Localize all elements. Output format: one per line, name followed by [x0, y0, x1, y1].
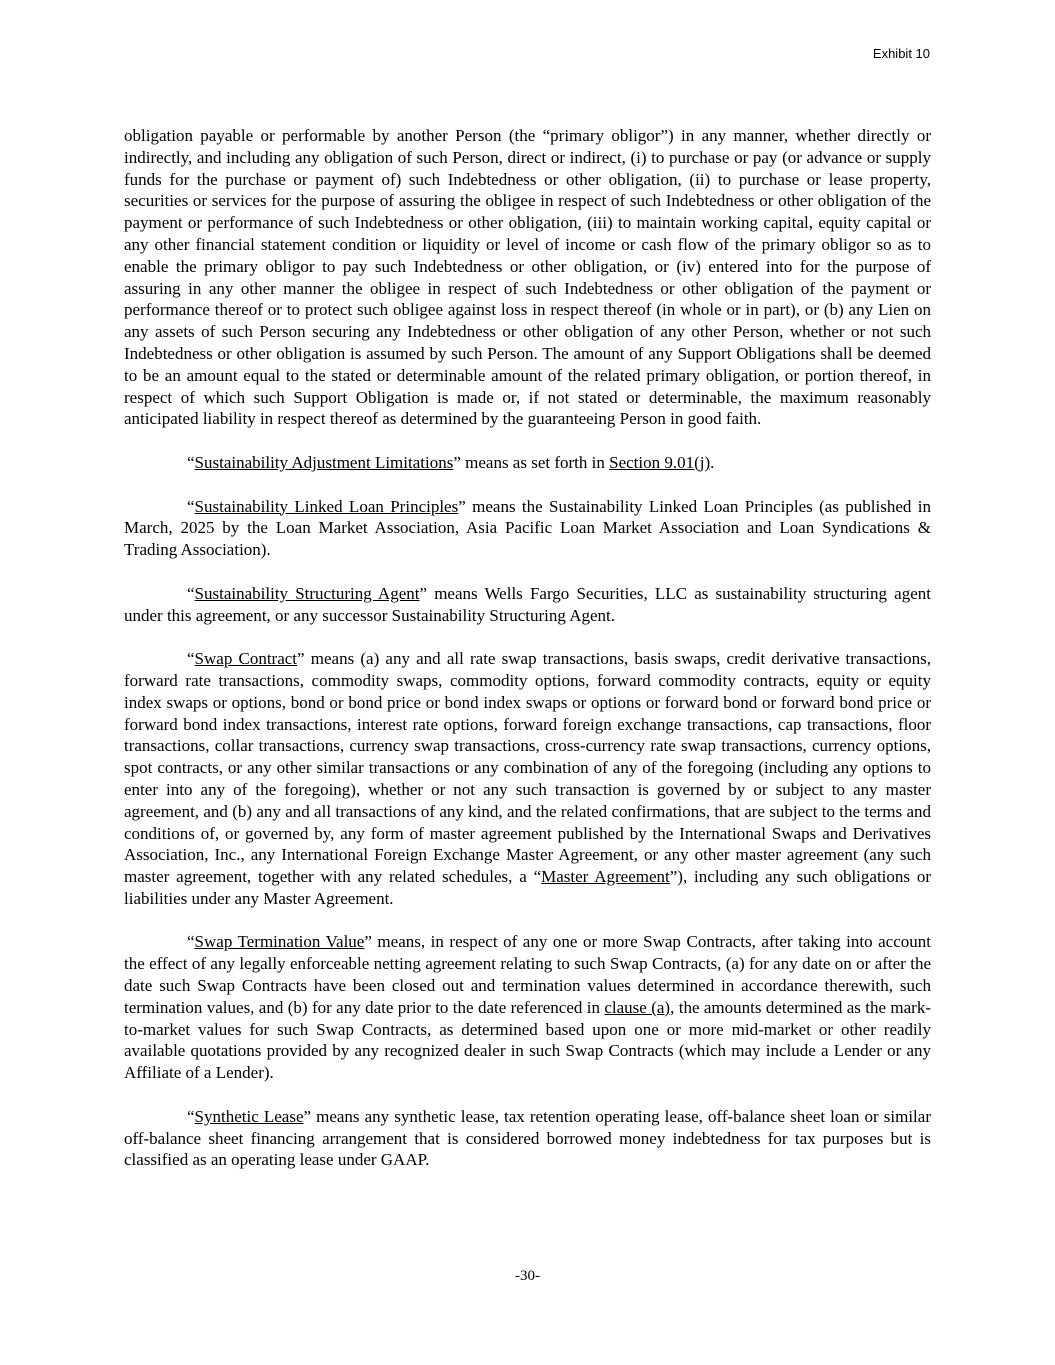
document-body [124, 125, 931, 1193]
definition-sustainability-adjustment-limitations: “Sustainability Adjustment Limitations” means as set forth in Section 9.01(j). [187, 452, 715, 472]
exhibit-label: Exhibit 10 [872, 46, 930, 61]
page-number: -30- [515, 1268, 540, 1284]
clause-reference-link[interactable]: clause (a) [604, 997, 671, 1017]
definition-synthetic-lease: “Synthetic Lease” means any synthetic lease, tax retention operating lease, off-balance sheet loan or similar off-balance sheet financing arrangement that is considered borrowed money indebtedness for tax purposes but is classified as an operating lease under GAAP. [124, 1106, 931, 1170]
support-obligation-continuation: obligation payable or performable by another Person (the “primary obligor”) in any manner, whether directly or indirectly, and including any obligation of such Person, direct or indirect, (i) to purchase or pay (or advance or supply funds for the purchase or payment of) such Indebtedness or other obligation, (ii) to purchase or lease property, securities or services for the purpose of assuring the obligee in respect of such Indebtedness or other obligation of the payment or performance of such Indebtedness or other obligation, (iii) to maintain working capital, equity capital or any other financial statement condition or liquidity or level of income or cash flow of the primary obligor so as to enable the primary obligor to pay such Indebtedness or other obligation, or (iv) entered into for the purpose of assuring in any other manner the obligee in respect of such Indebtedness or other obligation of the payment or performance thereof or to protect such obligee against loss in respect thereof (in whole or in part), or (b) any Lien on any assets of such Person securing any Indebtedness or other obligation of any other Person, whether or not such Indebtedness or other obligation is assumed by such Person. The amount of any Support Obligations shall be deemed to be an amount equal to the stated or determinable amount of the related primary obligation, or portion thereof, in respect of which such Support Obligation is made or, if not stated or determinable, the maximum reasonably anticipated liability in respect thereof as determined by the guaranteeing Person in good faith. [124, 126, 931, 429]
definition-swap-termination-value: “Swap Termination Value” means, in respect of any one or more Swap Contracts, after taking into account the effect of any legally enforceable netting agreement relating to such Swap Contracts, (a) for any date on or after the date such Swap Contracts have been closed out and termination values determined in accordance therewith, such termination values, and (b) for any date prior to the date referenced in clause (a), the amounts determined as the mark-to-market values for such Swap Contracts, as determined based upon one or more mid-market or other readily available quotations provided by any recognized dealer in such Swap Contracts (which may include a Lender or any Affiliate of a Lender). [124, 932, 931, 1083]
defined-term: Swap Contract [194, 649, 298, 669]
definition-sustainability-linked-loan-principles: “Sustainability Linked Loan Principles” means the Sustainability Linked Loan Principles (as published in March, 2025 by the Loan Market Association, Asia Pacific Loan Market Association and Loan Syndications & Trading Association). [124, 496, 931, 560]
defined-term: Swap Termination Value [194, 932, 365, 952]
definition-sustainability-structuring-agent: “Sustainability Structuring Agent” means Wells Fargo Securities, LLC as sustainability structuring agent under this agreement, or any successor Sustainability Structuring Agent. [124, 583, 931, 625]
section-reference-link[interactable]: Section 9.01(j) [609, 452, 711, 472]
defined-term-master-agreement: Master Agreement [541, 867, 670, 887]
defined-term: Sustainability Structuring Agent [194, 583, 420, 603]
defined-term: Sustainability Linked Loan Principles [194, 496, 459, 516]
definition-swap-contract: “Swap Contract” means (a) any and all rate swap transactions, basis swaps, credit derivative transactions, forward rate transactions, commodity swaps, commodity options, forward commodity contracts, equity or equity index swaps or options, bond or bond price or bond index swaps or options or forward bond or forward bond price or forward bond index transactions, interest rate options, forward foreign exchange transactions, cap transactions, floor transactions, collar transactions, currency swap transactions, cross-currency rate swap transactions, currency options, spot contracts, or any other similar transactions or any combination of any of the foregoing (including any options to enter into any of the foregoing), whether or not any such transaction is governed by or subject to any master agreement, and (b) any and all transactions of any kind, and the related confirmations, that are subject to the terms and conditions of, or governed by, any form of master agreement published by the International Swaps and Derivatives Association, Inc., any International Foreign Exchange Master Agreement, or any other master agreement (any such master agreement, together with any related schedules, a “Master Agreement”), including any such obligations or liabilities under any Master Agreement. [124, 649, 932, 908]
defined-term: Synthetic Lease [194, 1106, 304, 1126]
defined-term: Sustainability Adjustment Limitations [194, 452, 454, 472]
